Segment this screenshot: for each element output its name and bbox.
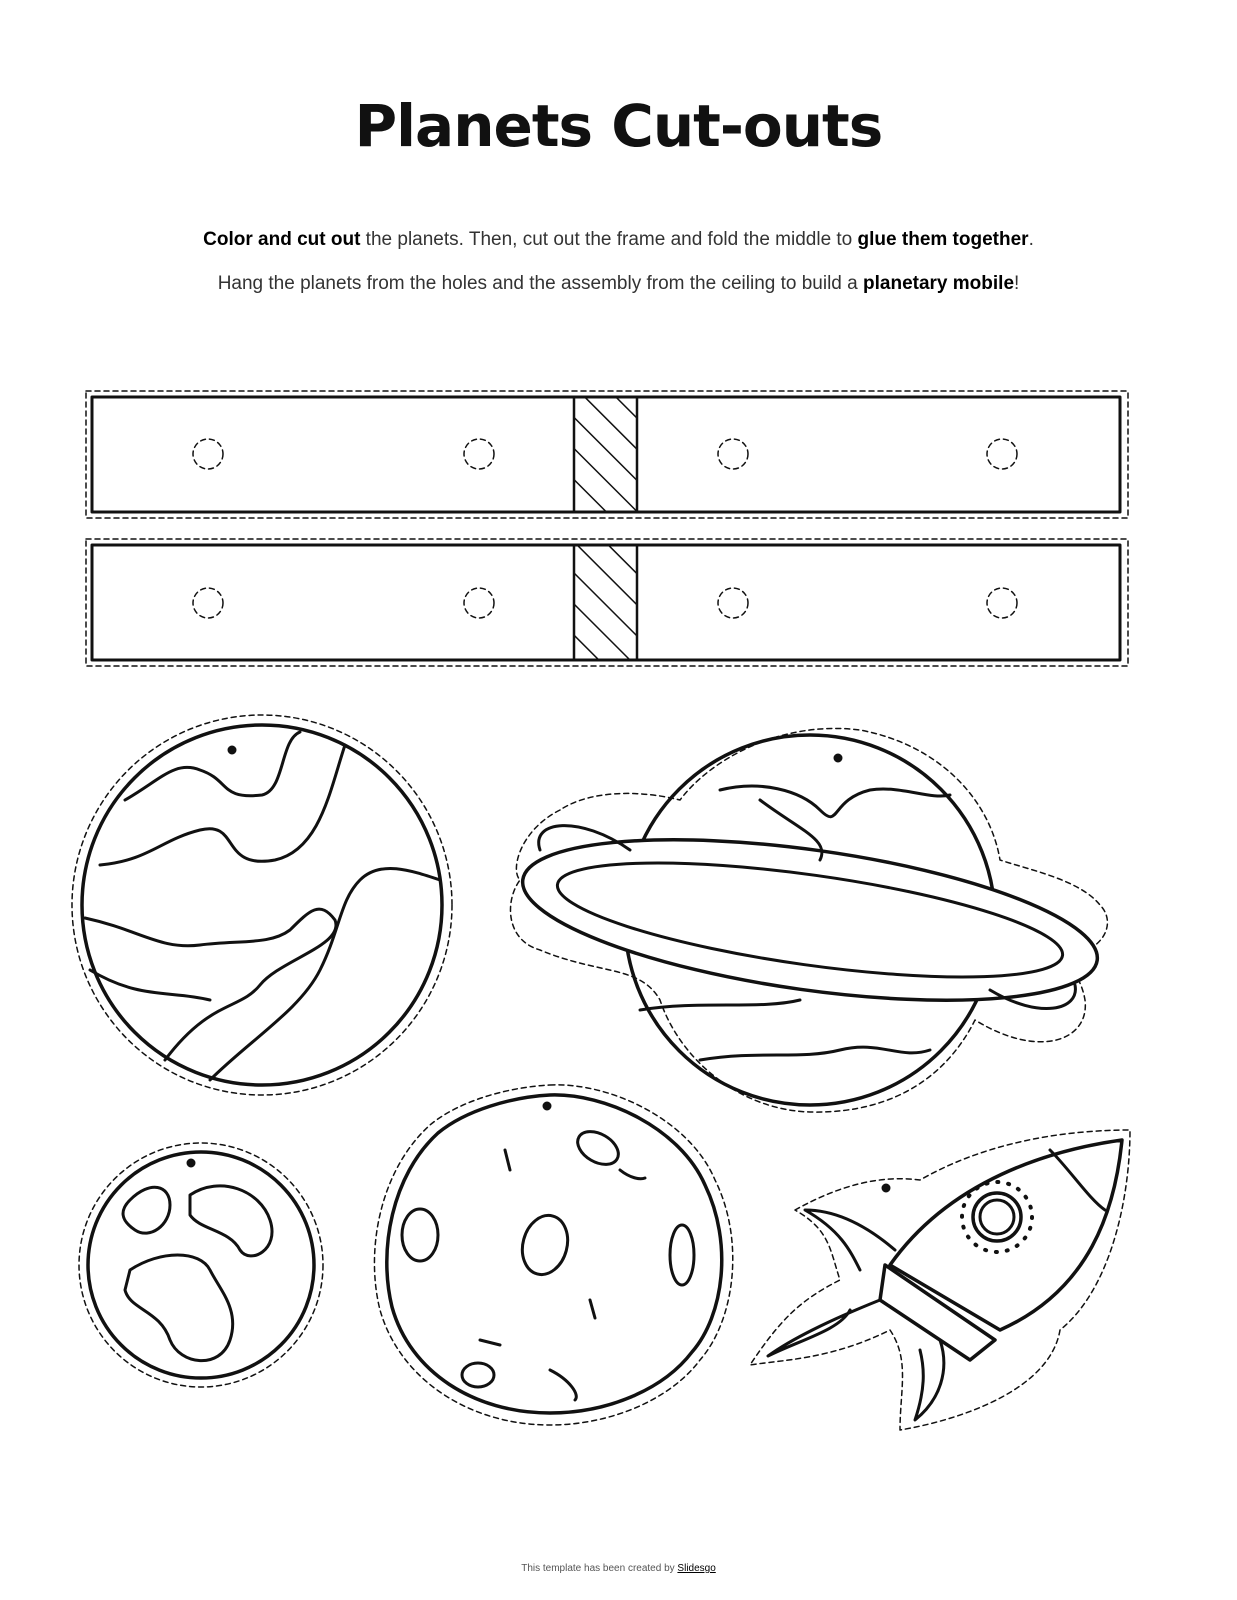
rocket-cutout xyxy=(750,1130,1130,1430)
frame-strip-1 xyxy=(86,391,1128,518)
slidesgo-link[interactable]: Slidesgo xyxy=(677,1563,716,1574)
instruction-bold: glue them together xyxy=(857,229,1029,250)
instruction-text: ! xyxy=(1014,273,1020,294)
hole-icon xyxy=(464,588,494,618)
instruction-text: the planets. Then, cut out the frame and fold the middle to xyxy=(360,229,858,250)
instruction-text: Hang the planets from the holes and the assembly from the ceiling to build a xyxy=(217,273,864,294)
planet-jupiter-cutout xyxy=(72,715,452,1095)
footer-text: This template has been created by xyxy=(521,1563,678,1574)
planet-saturn-cutout xyxy=(510,728,1107,1112)
page-title: Planets Cut-outs xyxy=(354,92,883,160)
hole-icon xyxy=(193,588,223,618)
hole-icon xyxy=(987,588,1017,618)
hole-icon xyxy=(718,588,748,618)
hole-icon xyxy=(718,439,748,469)
instruction-bold: planetary mobile xyxy=(863,273,1015,294)
instruction-bold: Color and cut out xyxy=(203,229,361,250)
footer-credit xyxy=(0,1563,1237,1574)
hole-icon xyxy=(464,439,494,469)
planet-earth-cutout xyxy=(79,1143,323,1387)
hole-icon xyxy=(193,439,223,469)
frame-strip-2 xyxy=(86,539,1128,666)
instruction-text: . xyxy=(1028,229,1034,250)
hole-icon xyxy=(987,439,1017,469)
moon-cutout xyxy=(374,1085,732,1425)
